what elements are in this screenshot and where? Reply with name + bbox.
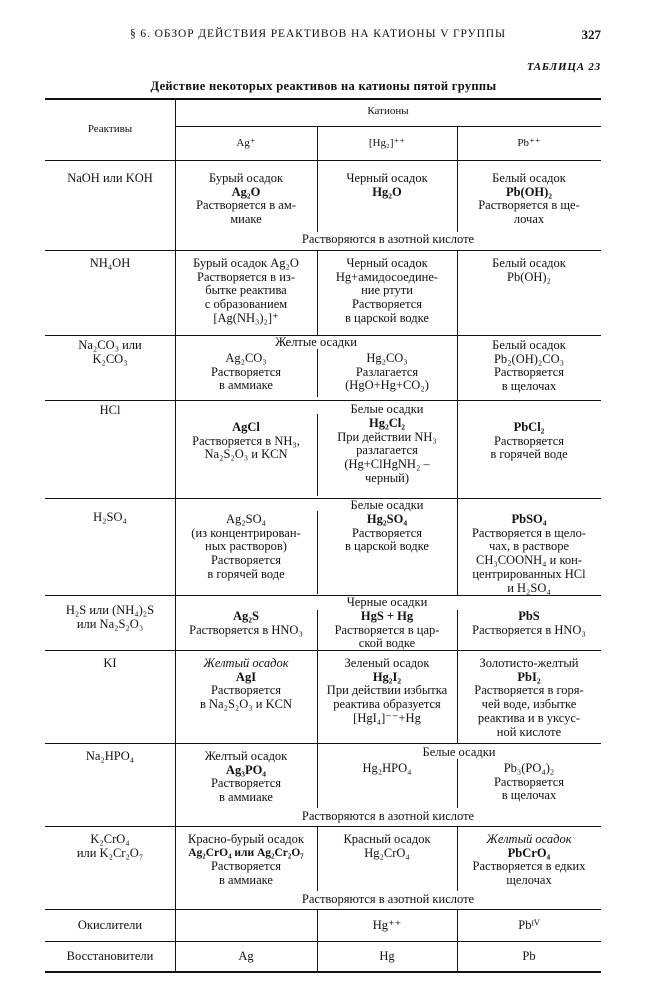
cell-k2cro4-pb: Желтый осадок PbCrO₄ Растворяется в едких щелочах (472, 832, 586, 888)
cell-ki-ag: Желтый осадок AgI Растворяется в Na₂S₂O₃ и KCN (200, 656, 292, 712)
cell-hcl-ag: AgCl Растворяется в NH₃, Na₂S₂O₃ и KCN (192, 420, 300, 462)
cations-table (45, 98, 601, 973)
cell-ox-hg: Hg⁺⁺ (372, 918, 402, 932)
reagent-hcl: HCl (99, 403, 121, 417)
cell-h2s-pb: PbS Растворяется в HNO₃ (472, 609, 586, 637)
cell-na2co3-hg: Hg₂CO₃ Разлагается (HgO+Hg+CO₂) (345, 351, 429, 393)
cell-na2co3-pb: Белый осадок Pb₂(OH)₂CO₃ Растворяется в щелочах (492, 338, 566, 394)
cell-ki-hg: Зеленый осадок Hg₂I₂ При действии избытка реактива образуется [HgI₄]⁻⁻+Hg (326, 656, 448, 725)
cell-naoh-pb: Белый осадок Pb(OH)₂ Растворяется в ще- лочах (478, 171, 580, 227)
cell-h2so4-hg: Hg₂SO₄ Растворяется в царской водке (345, 512, 429, 554)
note-naoh: Растворяются в азотной кислоте (301, 232, 475, 246)
table-bottom-rule (45, 971, 601, 973)
cell-h2so4-ag: Ag₂SO₄ (из концентрирован- ных растворов) Растворяется в горячей воде (191, 512, 301, 581)
cell-na2co3-ag: Ag₂CO₃ Растворяется в аммиаке (210, 351, 282, 393)
row-rule (45, 941, 601, 942)
span-h2so4: Белые осадки (350, 498, 424, 512)
cell-nh4oh-hg: Черный осадок Hg+амидосоедине- ние ртути Растворяется в царской водке (335, 256, 439, 325)
reagent-reducers: Восстановители (66, 949, 154, 963)
pb-column-header: Pb⁺⁺ (517, 137, 541, 149)
reagent-naoh: NaOH или KOH (67, 171, 153, 185)
span-h2s: Черные осадки (346, 595, 428, 609)
cell-nh4oh-ag: Бурый осадок Ag₂O Растворяется в из- бытке реактива с образованием [Ag(NH₃)₂]⁺ (193, 256, 299, 325)
cell-h2s-hg: HgS + Hg Растворяется в цар- ской водке (334, 609, 440, 651)
cell-hcl-hg: Hg₂Cl₂ При действии NH₃ разлагается (Hg+ClHgNH₂ – черный) (337, 416, 437, 485)
cell-na2hpo4-hg: Hg₂HPO₄ (362, 761, 412, 775)
table-top-rule (45, 98, 601, 100)
reagent-na2co3: Na₂CO₃ или K₂CO₃ (78, 338, 142, 366)
row-rule (45, 400, 601, 401)
cell-nh4oh-pb: Белый осадок Pb(OH)₂ (492, 256, 566, 284)
reagent-na2hpo4: Na₂HPO₄ (85, 749, 135, 763)
cell-na2hpo4-ag: Желтый осадок Ag₃PO₄ Растворяется в аммиаке (204, 749, 288, 805)
span-na2hpo4: Белые осадки (422, 745, 496, 759)
cell-naoh-hg: Черный осадок Hg₂O (346, 171, 428, 199)
cell-na2hpo4-pb: Pb₃(PO₄)₂ Растворяется в щелочах (493, 761, 565, 803)
cell-hcl-pb: PbCl₂ Растворяется в горячей воде (490, 420, 568, 462)
running-header (0, 28, 647, 44)
cell-ox-pb: Pbᴵⱽ (518, 918, 540, 932)
cell-k2cro4-ag: Красно-бурый осадок Ag₂CrO₄ или Ag₂Cr₂O₇ Растворяется в аммиаке (188, 832, 304, 888)
reagent-h2so4: H₂SO₄ (93, 510, 127, 524)
row-rule (45, 826, 601, 827)
reagent-ki: KI (103, 656, 117, 670)
row-rule (45, 743, 601, 744)
section-title: § 6. ОБЗОР ДЕЙСТВИЯ РЕАКТИВОВ НА КАТИОНЫ V ГРУППЫ (130, 28, 506, 40)
reagent-k2cro4: K₂CrO₄ или K₂Cr₂O₇ (76, 832, 144, 860)
cell-naoh-ag: Бурый осадок Ag₂O Растворяется в ам- миаке (196, 171, 296, 227)
row-rule (45, 250, 601, 251)
cell-h2s-ag: Ag₂S Растворяется в HNO₃ (189, 609, 303, 637)
ag-column-header: Ag⁺ (236, 137, 256, 149)
reagent-h2s: H₂S или (NH₄)₂S или Na₂S₂O₃ (65, 603, 155, 631)
cell-h2so4-pb: PbSO₄ Растворяется в щело- чах, в растворе CH₃COONH₄ и кон- центрированных HCl и H₂SO₄ (471, 512, 586, 595)
reagent-oxidizers: Окислители (77, 918, 143, 932)
reagents-column-header: Реактивы (87, 123, 133, 135)
cell-ki-pb: Золотисто-желтый PbI₂ Растворяется в горя- чей воде, избытке реактива и в уксус- ной кислоте (474, 656, 584, 739)
page-number: 327 (581, 27, 601, 42)
hg2-column-header: [Hg₂]⁺⁺ (368, 137, 406, 149)
cations-column-header: Катионы (367, 105, 409, 117)
cell-red-ag: Ag (238, 949, 254, 963)
cell-k2cro4-hg: Красный осадок Hg₂CrO₄ (343, 832, 431, 860)
table-number: ТАБЛИЦА 23 (526, 61, 601, 73)
cell-red-pb: Pb (522, 949, 536, 963)
cations-header-rule (175, 126, 601, 127)
note-na2hpo4: Растворяются в азотной кислоте (301, 809, 475, 823)
span-hcl: Белые осадки (350, 402, 424, 416)
header-bottom-rule (45, 160, 601, 161)
row-rule (45, 909, 601, 910)
reagent-nh4oh: NH₄OH (89, 256, 131, 270)
note-k2cro4: Растворяются в азотной кислоте (301, 892, 475, 906)
table-caption: Действие некоторых реактивов на катионы пятой группы (150, 79, 497, 93)
span-na2co3: Желтые осадки (275, 335, 357, 349)
cell-red-hg: Hg (379, 949, 395, 963)
